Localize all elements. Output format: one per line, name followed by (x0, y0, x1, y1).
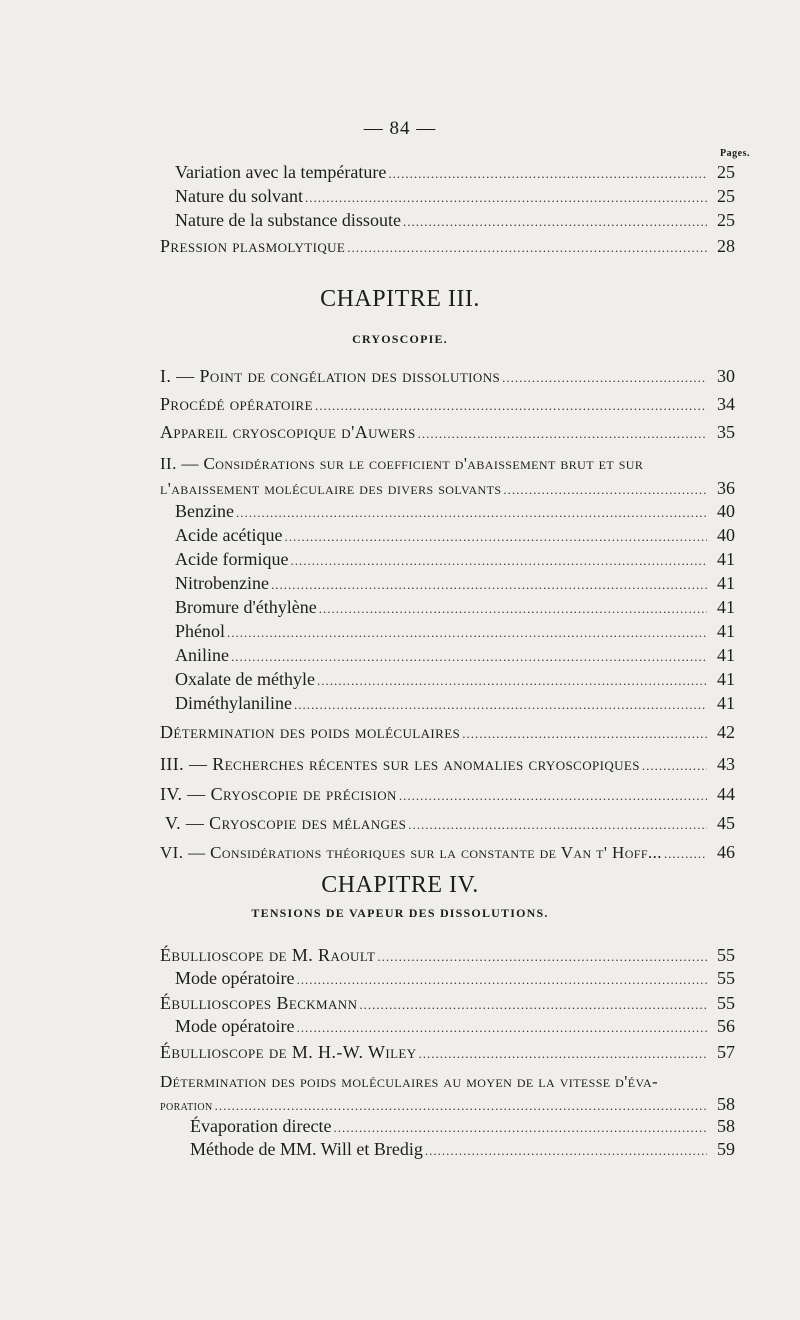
toc-entry-page: 55 (717, 968, 735, 988)
toc-entry (0, 547, 800, 571)
leader-dots (664, 842, 707, 866)
toc-entry-page: 41 (717, 549, 735, 569)
leader-dots (425, 1139, 707, 1163)
toc-entry (0, 1092, 800, 1116)
toc-entry (0, 571, 800, 595)
chapter-subtitle: TENSIONS DE VAPEUR DES DISSOLUTIONS. (251, 906, 549, 920)
toc-entry-page: 36 (717, 478, 735, 498)
toc-entry-title: Nature du solvant (175, 186, 303, 206)
toc-entry-page: 46 (717, 842, 735, 862)
toc-entry (0, 208, 800, 232)
toc-entry-title: Benzine (175, 501, 234, 521)
leader-dots (296, 968, 707, 992)
toc-entry-page: 55 (717, 945, 735, 965)
toc-entry (0, 966, 800, 990)
toc-entry-title: Mode opératoire (175, 1016, 295, 1036)
leader-dots (317, 669, 707, 693)
toc-entry-title: Nature de la substance dissoute (175, 210, 401, 230)
toc-entry-title: Phénol (175, 621, 226, 641)
toc-entry (0, 364, 800, 388)
toc-entry-title-line1: Détermination des poids moléculaires au moyen de la vitesse d'éva- (160, 1072, 659, 1091)
toc-entry-title: Détermination des poids moléculaires (160, 722, 461, 742)
toc-entry (0, 1114, 800, 1138)
leader-dots (399, 784, 707, 808)
leader-dots (408, 813, 707, 837)
toc-entry (0, 943, 800, 967)
toc-entry-page: 40 (717, 525, 735, 545)
toc-entry (0, 499, 800, 523)
toc-entry (0, 782, 800, 806)
toc-entry-page: 41 (717, 645, 735, 665)
toc-entry-title: Évaporation directe (190, 1116, 332, 1136)
pages-column-label: Pages. (720, 148, 750, 159)
toc-entry-page: 41 (717, 597, 735, 617)
toc-entry (0, 1040, 800, 1064)
toc-entry-page: 45 (717, 813, 735, 833)
leader-dots (388, 162, 707, 186)
toc-entry-page: 58 (717, 1116, 735, 1136)
chapter-title: CHAPITRE III. (320, 286, 480, 312)
toc-entry-title: VI. — Considérations théoriques sur la constante de Van t' Hoff... (160, 843, 662, 862)
toc-entry (0, 643, 800, 667)
toc-entry-title: Ébullioscopes Beckmann (160, 993, 358, 1013)
toc-entry (0, 420, 800, 444)
leader-dots (502, 366, 707, 390)
toc-entry (0, 691, 800, 715)
toc-entry-page: 41 (717, 669, 735, 689)
toc-entry-page: 25 (717, 162, 735, 182)
leader-dots (290, 549, 707, 573)
toc-entry-page: 57 (717, 1042, 735, 1062)
toc-entry-title: Appareil cryoscopique d'Auwers (160, 422, 416, 442)
chapter-title: CHAPITRE IV. (321, 872, 479, 898)
leader-dots (403, 210, 707, 234)
toc-entry-page: 56 (717, 1016, 735, 1036)
leader-dots (315, 394, 707, 418)
toc-entry (0, 667, 800, 691)
toc-entry (0, 234, 800, 258)
toc-entry (0, 476, 800, 500)
toc-entry (0, 1014, 800, 1038)
toc-entry-page: 30 (717, 366, 735, 386)
toc-entry-page: 28 (717, 236, 735, 256)
toc-entry-title: IV. — Cryoscopie de précision (160, 784, 397, 804)
leader-dots (231, 645, 707, 669)
leader-dots (347, 236, 707, 260)
toc-entry-title: Ébullioscope de M. H.-W. Wiley (160, 1042, 417, 1062)
toc-entry-title: Diméthylaniline (175, 693, 292, 713)
toc-entry-title: V. — Cryoscopie des mélanges (165, 813, 407, 833)
toc-entry (0, 595, 800, 619)
leader-dots (294, 693, 707, 717)
toc-entry-title: Pression plasmolytique (160, 236, 346, 256)
toc-entry-title: Nitrobenzine (175, 573, 269, 593)
toc-entry (0, 392, 800, 416)
toc-entry-page: 42 (717, 722, 735, 742)
toc-entry-title: Acide formique (175, 549, 289, 569)
toc-entry-title: I. — Point de congélation des dissolutions (160, 366, 501, 386)
toc-entry-page: 59 (717, 1139, 735, 1159)
toc-entry (0, 840, 800, 864)
leader-dots (236, 501, 707, 525)
toc-entry-page: 44 (717, 784, 735, 804)
toc-entry-page: 35 (717, 422, 735, 442)
toc-entry-title: Acide acétique (175, 525, 283, 545)
toc-entry (0, 752, 800, 776)
toc-entry-title: III. — Recherches récentes sur les anomalies cryoscopiques (160, 754, 640, 774)
toc-entry-title: Aniline (175, 645, 229, 665)
toc-entry-page: 43 (717, 754, 735, 774)
toc-entry-page: 25 (717, 186, 735, 206)
toc-entry-page: 41 (717, 693, 735, 713)
toc-entry-title: l'abaissement moléculaire des divers solvants (160, 479, 502, 498)
toc-entry (0, 523, 800, 547)
toc-entry-page: 40 (717, 501, 735, 521)
toc-entry-page: 41 (717, 573, 735, 593)
leader-dots (284, 525, 707, 549)
toc-entry (0, 991, 800, 1015)
toc-entry-page: 34 (717, 394, 735, 414)
leader-dots (418, 422, 707, 446)
toc-entry-page: 41 (717, 621, 735, 641)
toc-entry-title-line1: II. — Considérations sur le coefficient d'abaissement brut et sur (160, 454, 644, 473)
toc-entry-title: Mode opératoire (175, 968, 295, 988)
toc-entry (0, 720, 800, 744)
toc-entry (0, 619, 800, 643)
toc-entry-title: Procédé opératoire (160, 394, 313, 414)
leader-dots (296, 1016, 707, 1040)
page-number: — 84 — (363, 118, 437, 139)
leader-dots (305, 186, 707, 210)
leader-dots (227, 621, 707, 645)
toc-entry-page: 58 (717, 1094, 735, 1114)
toc-entry-title: Oxalate de méthyle (175, 669, 315, 689)
leader-dots (642, 754, 707, 778)
toc-entry (0, 811, 800, 835)
toc-entry-title: Bromure d'éthylène (175, 597, 317, 617)
toc-entry-title: Méthode de MM. Will et Bredig (190, 1139, 423, 1159)
toc-entry-page: 55 (717, 993, 735, 1013)
leader-dots (419, 1042, 707, 1066)
toc-entry (0, 184, 800, 208)
toc-entry-title: poration (160, 1099, 213, 1114)
leader-dots (319, 597, 707, 621)
toc-entry-page: 25 (717, 210, 735, 230)
toc-entry (0, 160, 800, 184)
toc-entry (0, 1137, 800, 1161)
leader-dots (271, 573, 707, 597)
chapter-subtitle: CRYOSCOPIE. (352, 332, 448, 346)
leader-dots (462, 722, 707, 746)
toc-entry-title: Variation avec la température (175, 162, 387, 182)
toc-entry-title: Ébullioscope de M. Raoult (160, 945, 376, 965)
